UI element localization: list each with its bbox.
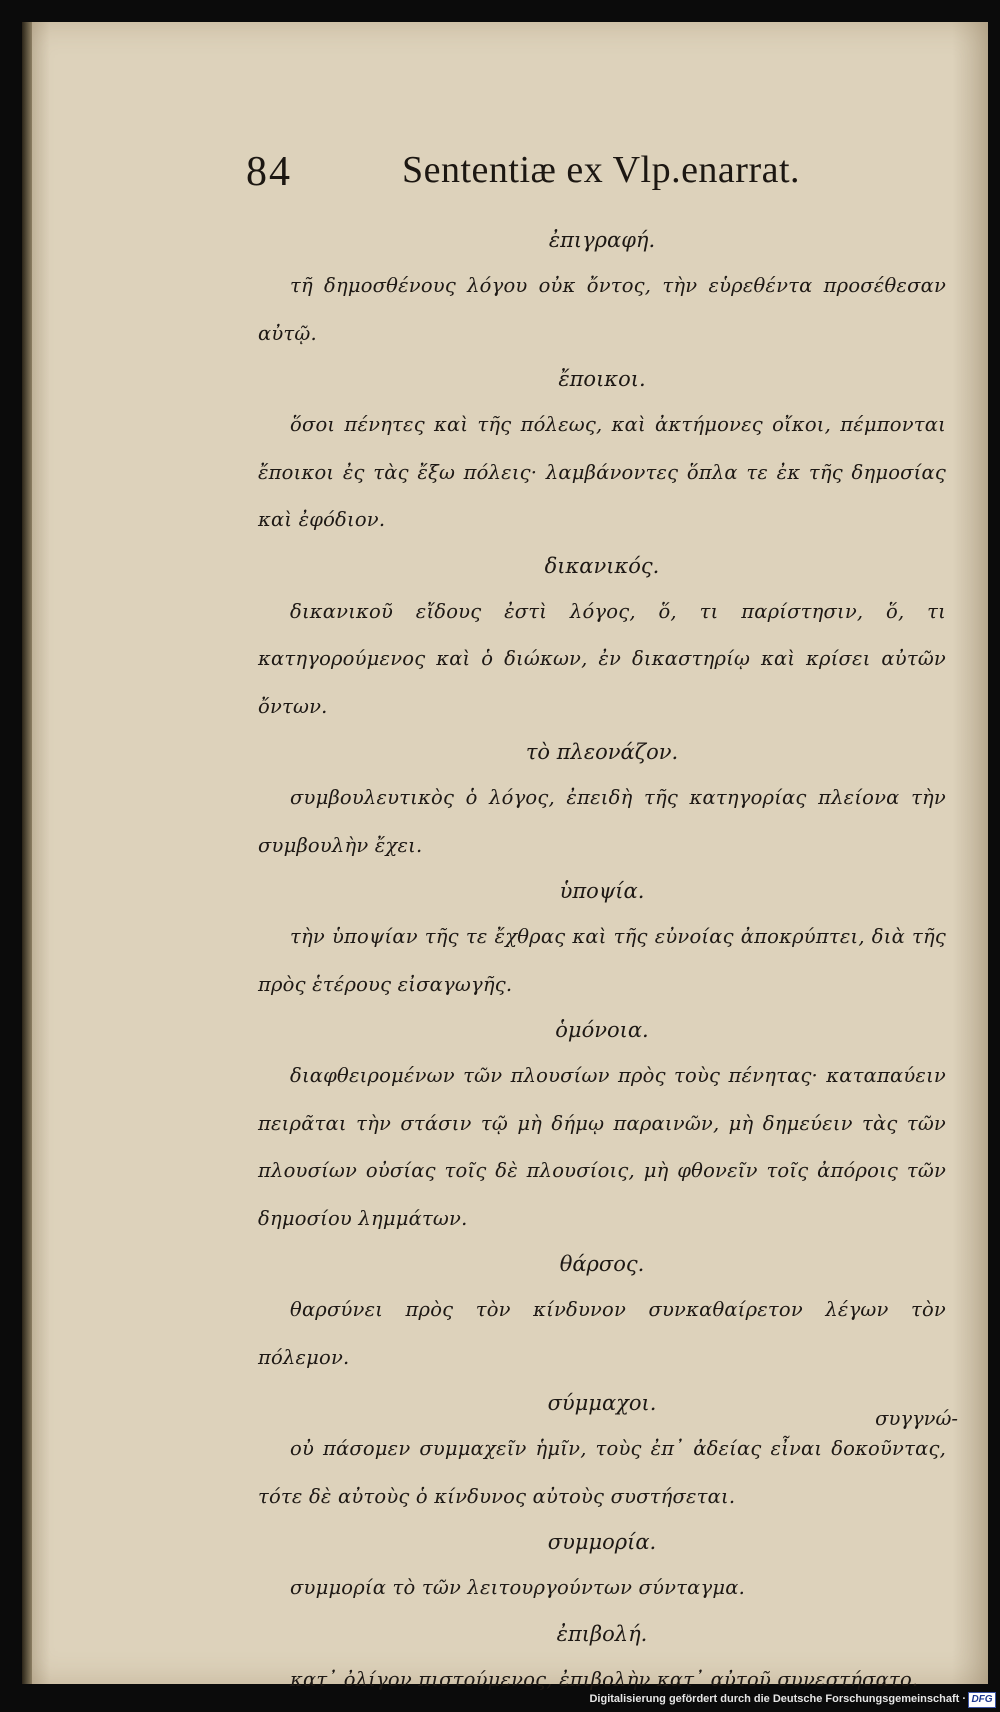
entry-title: σύμμαχοι.	[547, 1391, 657, 1415]
entry-title: θάρσος.	[559, 1252, 645, 1276]
entry-title: τὸ πλεονάζον.	[525, 740, 679, 764]
entry-text: τὴν ὑποψίαν τῆς τε ἔχθρας καὶ τῆς εὐνοίας ἀποκρύπτει, διὰ τῆς πρὸς ἑτέρους εἰσαγωγῆς.	[258, 925, 946, 996]
entry-text: δικανικοῦ εἴδους ἐστὶ λόγος, ὅ, τι παρίστησιν, ὅ, τι κατηγορούμενος καὶ ὁ διώκων, ἐν δικαστηρίῳ καὶ κρίσει αὐτῶν ὄντων.	[258, 599, 946, 718]
entry-text: οὐ πάσομεν συμμαχεῖν ἡμῖν, τοὺς ἐπ᾽ ἀδείας εἶναι δοκοῦντας, τότε δὲ αὐτοὺς ὁ κίνδυνος αὐτοὺς συστήσεται.	[258, 1437, 946, 1508]
entry	[258, 1008, 946, 1242]
entry	[258, 1381, 946, 1520]
catchword: συγγνώ-	[875, 1407, 958, 1430]
entry-title: ὑποψία.	[559, 879, 645, 903]
funding-credit: Digitalisierung gefördert durch die Deutsche Forschungsgemeinschaft ·	[589, 1693, 966, 1705]
page-number: 84	[246, 149, 292, 195]
page-heading: Sententiæ ex Vlp.enarrat.	[402, 149, 801, 191]
entry-title: ὁμόνοια.	[555, 1018, 649, 1042]
entry-text: ὅσοι πένητες καὶ τῆς πόλεως, καὶ ἀκτήμονες οἴκοι, πέμπονται ἔποικοι ἐς τὰς ἔξω πόλεις· λαμβάνοντες ὅπλα τε ἐκ τῆς δημοσίας καὶ ἐφόδιον.	[258, 413, 946, 531]
entry-title: ἔποικοι.	[558, 367, 646, 391]
page-binding-edge	[22, 22, 32, 1684]
entry	[258, 218, 946, 357]
dfg-logo: DFG	[968, 1692, 996, 1708]
body-text	[258, 218, 946, 1703]
entry-title: δικανικός.	[544, 553, 660, 578]
entry-text: διαφθειρομένων τῶν πλουσίων πρὸς τοὺς πένητας· καταπαύειν πειρᾶται τὴν στάσιν τῷ μὴ δήμῳ παραινῶν, μὴ δημεύειν τὰς τῶν πλουσίων οὐσίας τοῖς δὲ πλουσίοις, μὴ φθονεῖν τοῖς ἀπόροις τῶν δημοσίου λημμάτων.	[258, 1064, 946, 1230]
entry	[258, 1520, 946, 1612]
entry	[258, 730, 946, 869]
book-page	[22, 22, 988, 1691]
entry-text: τῆ δημοσθένους λόγου οὐκ ὄντος, τὴν εὑρεθέντα προσέθεσαν αὐτῷ.	[258, 274, 946, 345]
entry	[258, 1242, 946, 1381]
entry-text: συμμορία τὸ τῶν λειτουργούντων σύνταγμα.	[290, 1576, 746, 1599]
entry	[258, 357, 946, 544]
entry-title: συμμορία.	[547, 1530, 657, 1554]
entry-title: ἐπιγραφή.	[548, 228, 656, 252]
running-head	[22, 148, 988, 208]
entry-text: θαρσύνει πρὸς τὸν κίνδυνον συνκαθαίρετον λέγων τὸν πόλεμον.	[258, 1298, 946, 1369]
entry	[258, 544, 946, 731]
entry	[258, 869, 946, 1008]
entry-title: ἐπιβολή.	[556, 1621, 648, 1646]
entry-text: συμβουλευτικὸς ὁ λόγος, ἐπειδὴ τῆς κατηγορίας πλείονα τὴν συμβουλὴν ἔχει.	[258, 786, 946, 857]
entry-text: κατ᾽ ὀλίγον πιστούμενος, ἐπιβολὴν κατ᾽ αὐτοῦ συνεστήσατο.	[290, 1667, 919, 1691]
